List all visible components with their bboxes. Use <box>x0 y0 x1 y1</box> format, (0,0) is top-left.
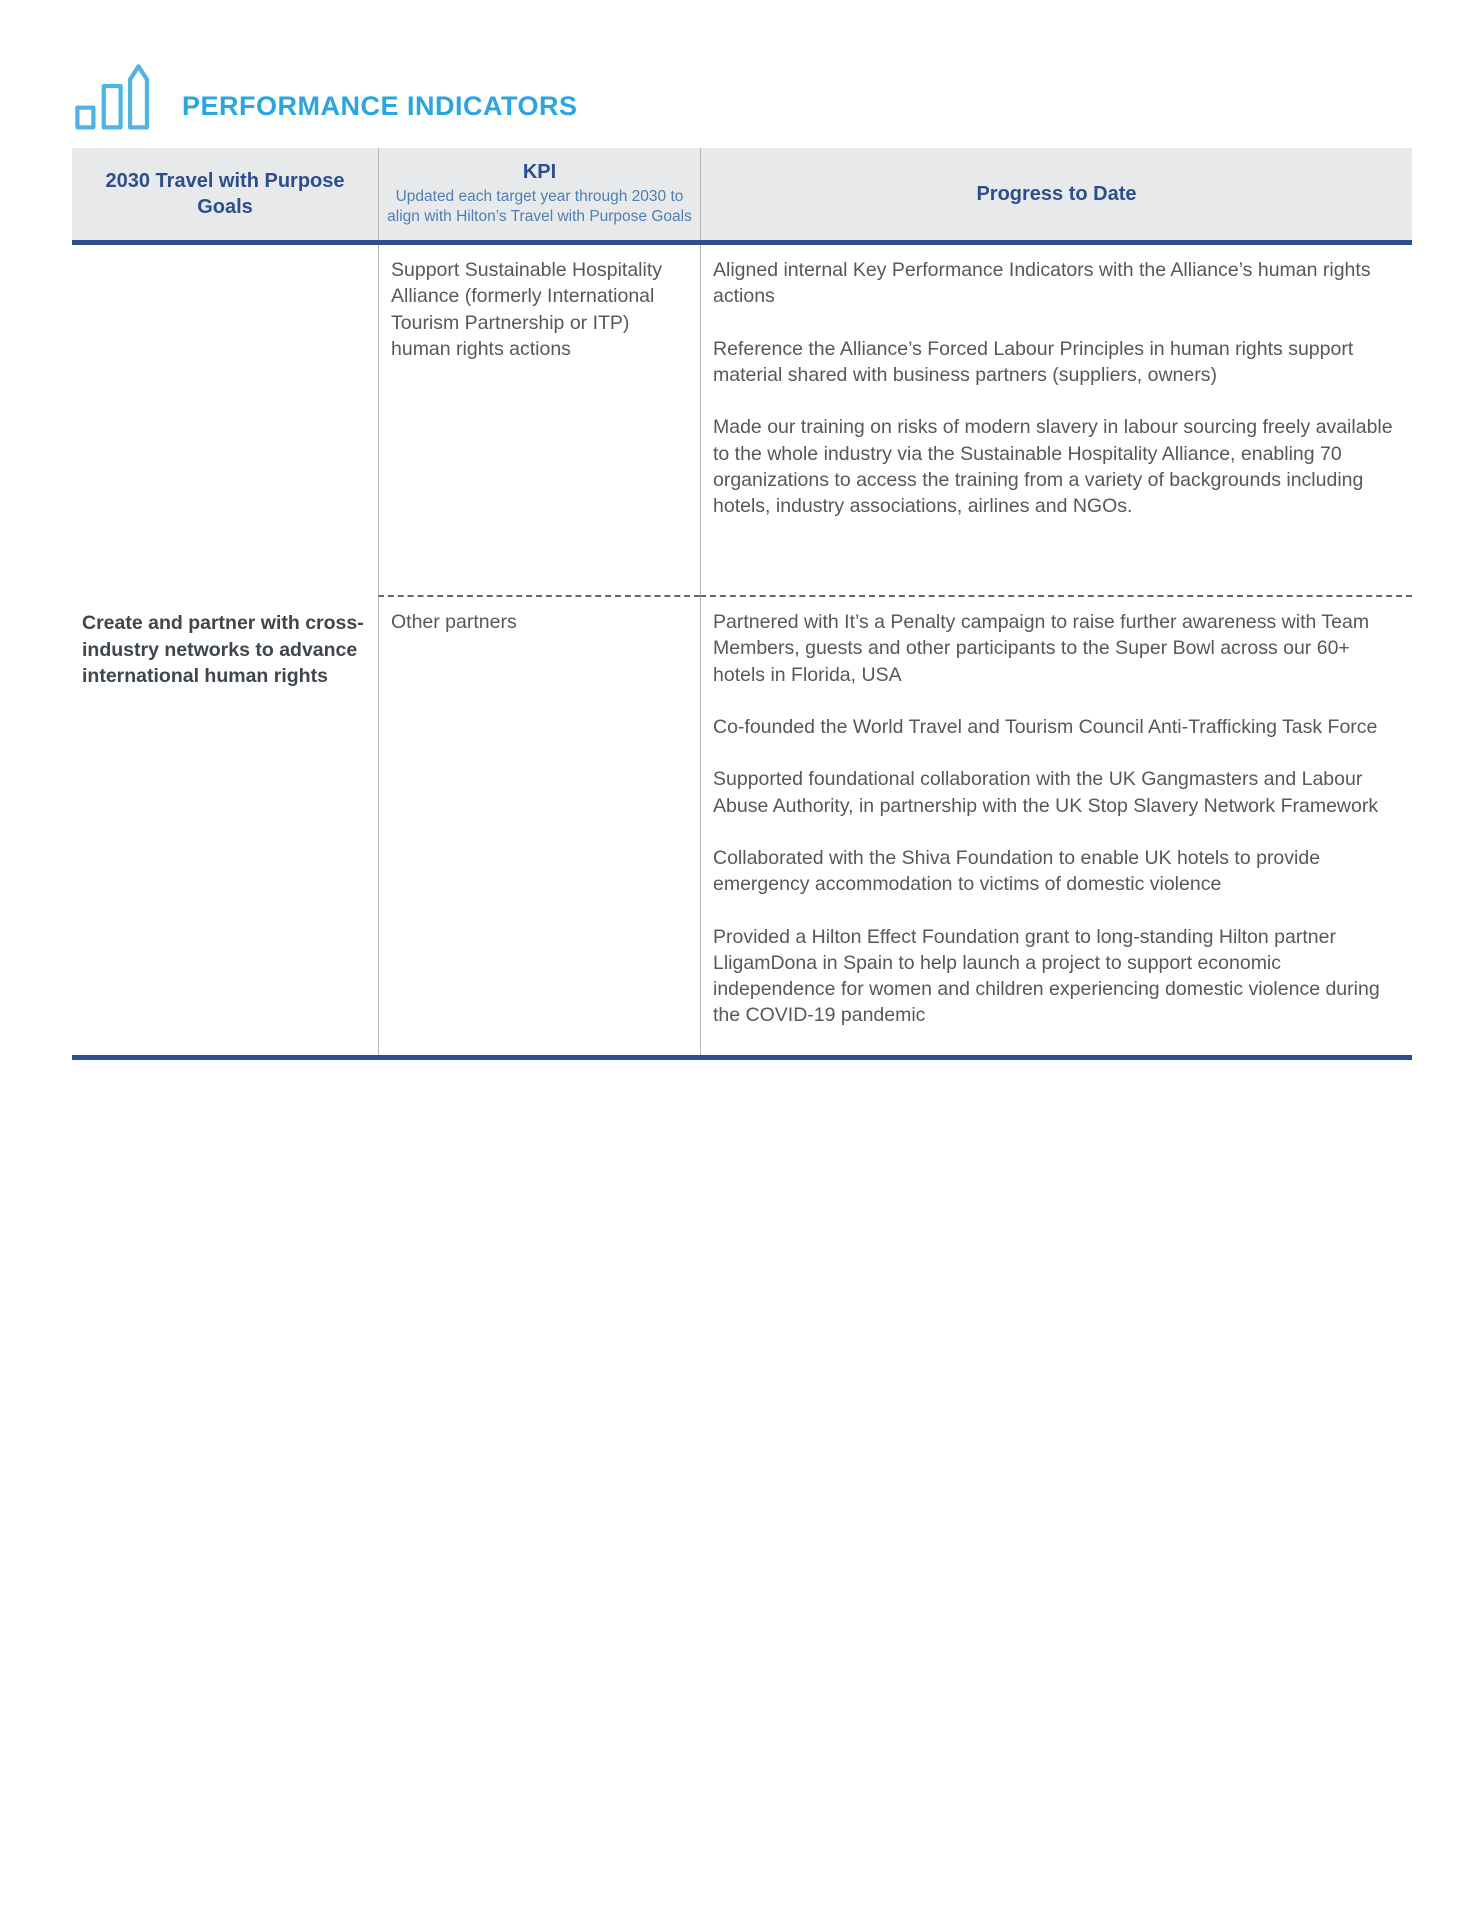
header-kpi-title: KPI <box>522 161 557 184</box>
progress-paragraph: Provided a Hilton Effect Foundation grant to long-standing Hilton partner LligamDona in Spain to help launch a project to support economic independence for women and children experiencing domestic violence during the COVID-19 pandemic <box>713 925 1380 1027</box>
bar-chart-growth-icon <box>72 40 158 134</box>
header-progress: Progress to Date <box>700 148 1412 240</box>
progress-paragraph: Co-founded the World Travel and Tourism Council Anti-Trafficking Task Force <box>713 715 1378 738</box>
progress-paragraph: Made our training on risks of modern slavery in labour sourcing freely available to the whole industry via the Sustainable Hospitality Alliance, enabling 70 organizations to access the training from a variety of backgrounds including hotels, industry associations, airlines and NGOs. <box>713 416 1393 518</box>
progress-cell-1 <box>700 245 1412 595</box>
progress-paragraph: Supported foundational collaboration with the UK Gangmasters and Labour Abuse Authority, in partnership with the UK Stop Slavery Network Framework <box>713 768 1379 817</box>
kpi-cell-2: Other partners <box>378 595 700 1055</box>
progress-cell-2 <box>700 595 1412 1055</box>
header-kpi-subtitle: Updated each target year through 2030 to align with Hilton’s Travel with Purpose Goals <box>387 188 692 225</box>
table-body <box>72 245 1412 1055</box>
table-bottom-rule <box>72 1055 1412 1060</box>
table-header-row <box>72 148 1412 240</box>
progress-paragraph: Collaborated with the Shiva Foundation to enable UK hotels to provide emergency accommodation to victims of domestic violence <box>713 846 1321 896</box>
progress-paragraph: Reference the Alliance’s Forced Labour Principles in human rights support material shared with business partners (suppliers, owners) <box>713 337 1354 386</box>
page-heading <box>72 40 1484 134</box>
progress-paragraph: Partnered with It’s a Penalty campaign to raise further awareness with Team Members, guests and other participants to the Super Bowl across our 60+ hotels in Florida, USA <box>713 611 1370 686</box>
kpi-cell-1: Support Sustainable Hospitality Alliance (formerly International Tourism Partnership or ITP) human rights actions <box>378 245 700 595</box>
header-kpi <box>378 148 700 240</box>
header-goals: 2030 Travel with Purpose Goals <box>105 170 345 218</box>
page-title: PERFORMANCE INDICATORS <box>182 91 578 121</box>
performance-indicators-table <box>72 148 1412 1060</box>
goal-cell <box>72 245 378 1055</box>
goal-text: Create and partner with cross-industry networks to advance international human rights <box>82 612 364 688</box>
progress-paragraph: Aligned internal Key Performance Indicators with the Alliance’s human rights actions <box>713 259 1371 308</box>
